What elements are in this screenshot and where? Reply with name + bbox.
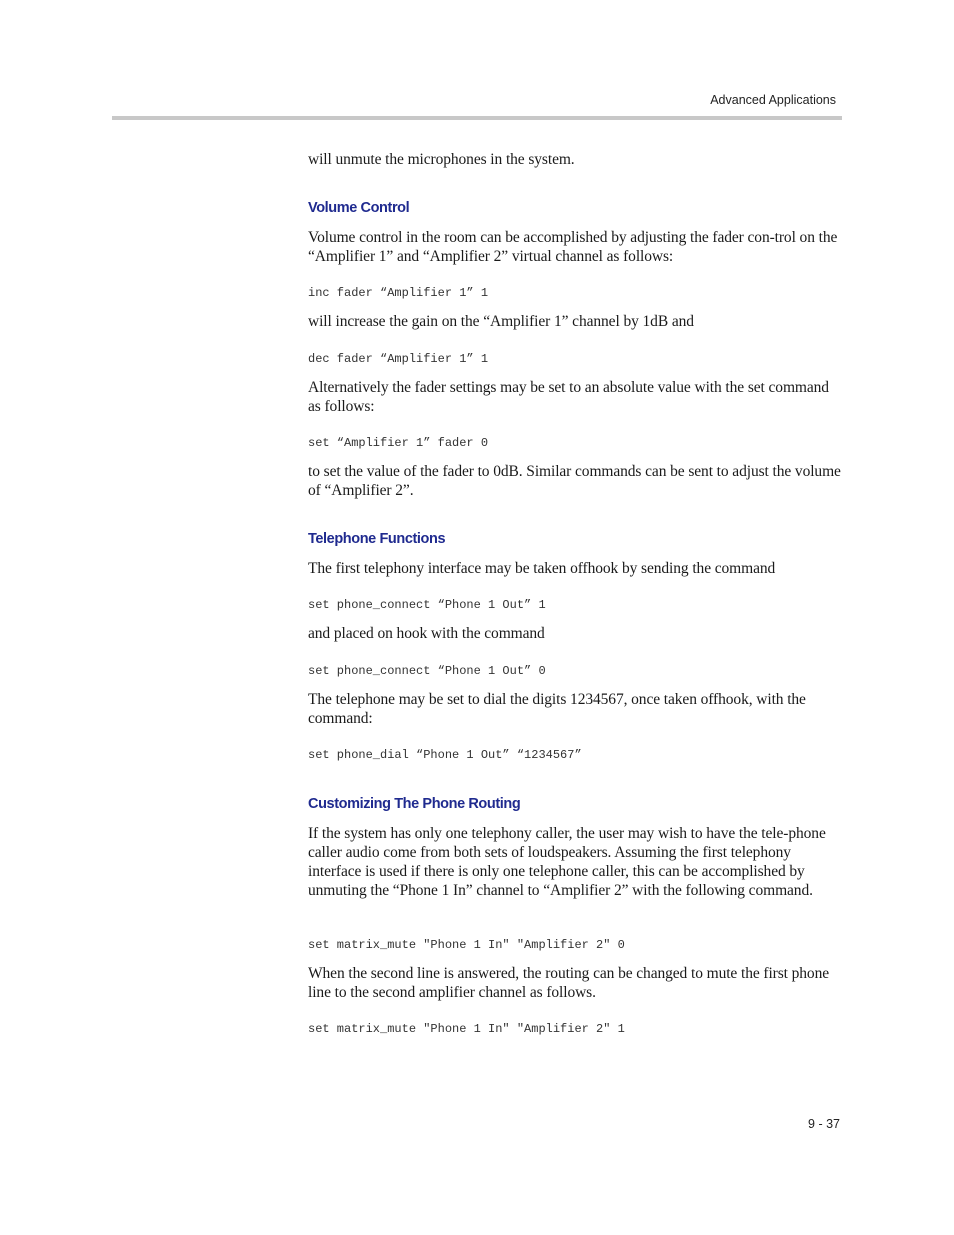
paragraph-volume-4: to set the value of the fader to 0dB. Similar commands can be sent to adjust the volume of “Amplifier 2”.: [308, 463, 841, 499]
paragraph-telephone-1: The first telephony interface may be taken offhook by sending the command: [308, 560, 776, 577]
code-set-fader: set “Amplifier 1” fader 0: [308, 436, 489, 450]
page-number: 9 - 37: [808, 1117, 840, 1131]
heading-volume-control: Volume Control: [308, 200, 410, 216]
code-dec-fader: dec fader “Amplifier 1” 1: [308, 352, 489, 366]
code-phone-connect-0: set phone_connect “Phone 1 Out” 0: [308, 664, 546, 678]
paragraph-routing-2: When the second line is answered, the routing can be changed to mute the first phone line to the second amplifier channel as follows.: [308, 965, 830, 1001]
paragraph-intro: will unmute the microphones in the system.: [308, 151, 575, 168]
code-phone-connect-1: set phone_connect “Phone 1 Out” 1: [308, 598, 546, 612]
running-head: Advanced Applications: [710, 93, 836, 107]
code-matrix-mute-1: set matrix_mute "Phone 1 In" "Amplifier 2" 1: [308, 1022, 625, 1036]
code-matrix-mute-0: set matrix_mute "Phone 1 In" "Amplifier 2" 0: [308, 938, 625, 952]
paragraph-volume-1: Volume control in the room can be accomplished by adjusting the fader con-trol on the “Amplifier 1” and “Amplifier 2” virtual channel as follows:: [308, 229, 838, 265]
paragraph-telephone-2: and placed on hook with the command: [308, 625, 545, 642]
header-rule: [112, 116, 842, 120]
heading-telephone-functions: Telephone Functions: [308, 531, 446, 547]
code-phone-dial: set phone_dial “Phone 1 Out” “1234567”: [308, 748, 582, 762]
paragraph-telephone-3: The telephone may be set to dial the digits 1234567, once taken offhook, with the command:: [308, 691, 806, 727]
paragraph-volume-3: Alternatively the fader settings may be set to an absolute value with the set command as follows:: [308, 379, 829, 415]
code-inc-fader: inc fader “Amplifier 1” 1: [308, 286, 489, 300]
paragraph-volume-2: will increase the gain on the “Amplifier 1” channel by 1dB and: [308, 313, 694, 330]
heading-customizing-phone-routing: Customizing The Phone Routing: [308, 796, 521, 812]
paragraph-routing-1: If the system has only one telephony caller, the user may wish to have the tele-phone caller audio come from both sets of loudspeakers. Assuming the first telephony interface is used if there is only one telephone caller, this can be accomplished by unmuting the “Phone 1 In” channel to “Amplifier 2” with the following command.: [308, 825, 826, 899]
